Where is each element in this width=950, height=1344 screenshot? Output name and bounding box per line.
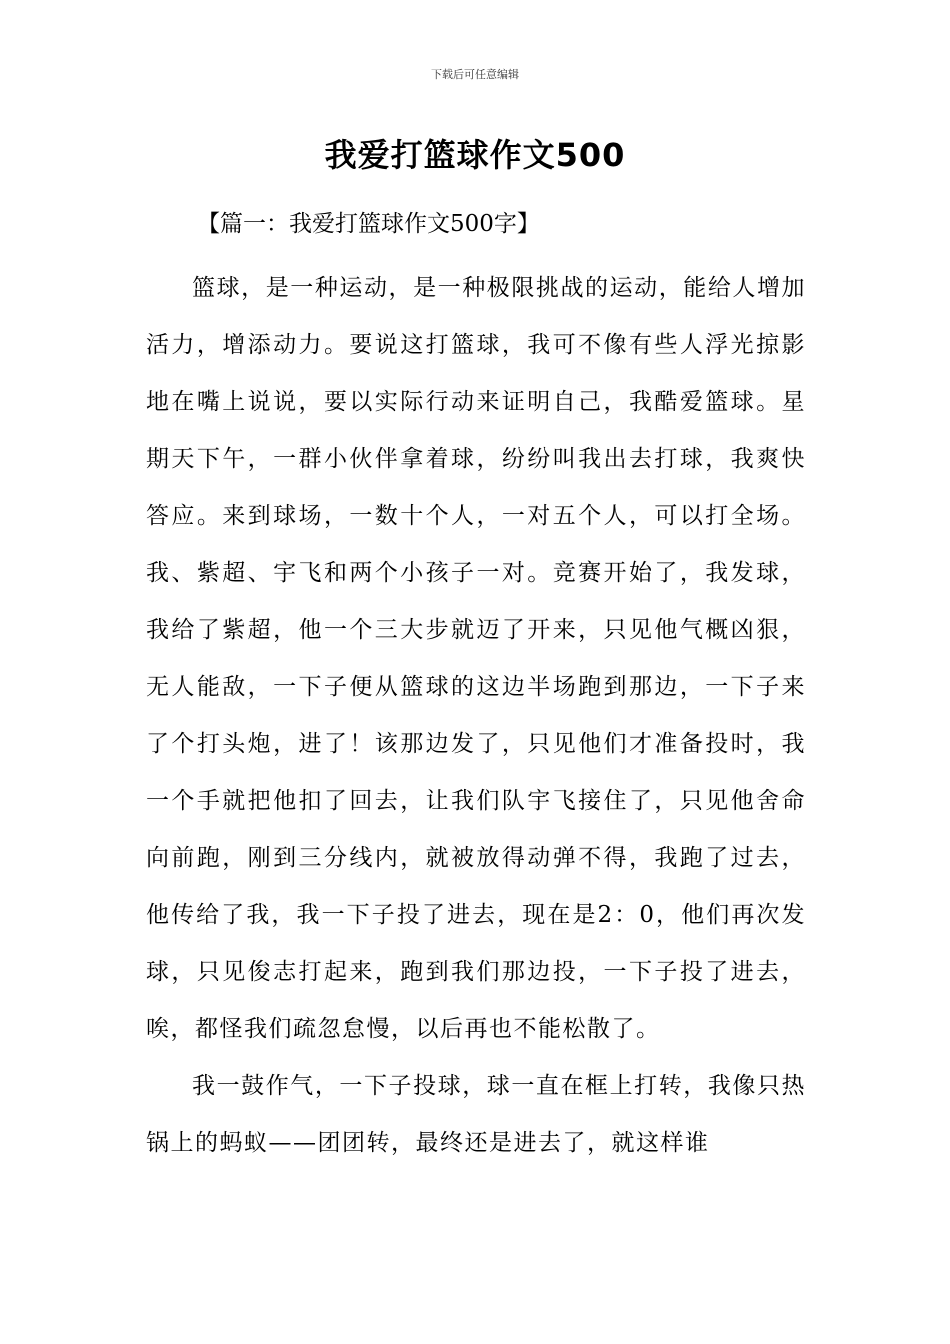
paragraph-1: 篮球，是一种运动，是一种极限挑战的运动，能给人增加活力，增添动力。要说这打篮球，我可不像有些人浮光掠影地在嘴上说说，要以实际行动来证明自己，我酷爱篮球。星期天下午，一群小伙伴拿着球，纷纷叫我出去打球，我爽快答应。来到球场，一数十个人，一对五个人，可以打全场。我、紫超、宇飞和两个小孩子一对。竞赛开始了，我发球，我给了紫超，他一个三大步就迈了开来，只见他气概凶狠，无人能敌，一下子便从篮球的这边半场跑到那边，一下子来了个打头炮，进了！该那边发了，只见他们才准备投时，我一个手就把他扣了回去，让我们队宇飞接住了，只见他舍命向前跑，刚到三分线内，就被放得动弹不得，我跑了过去，他传给了我，我一下子投了进去，现在是2：0，他们再次发球，只见俊志打起来，跑到我们那边投，一下子投了进去，唉，都怪我们疏忽怠慢，以后再也不能松散了。	[146, 275, 806, 1042]
header-note: 下载后可任意编辑	[431, 68, 519, 81]
document-body	[146, 260, 806, 1172]
document-title: 我爱打篮球作文500	[324, 136, 626, 174]
section-subtitle: 【篇一：我爱打篮球作文500字】	[197, 211, 540, 237]
paragraph-2: 我一鼓作气，一下子投球，球一直在框上打转，我像只热锅上的蚂蚁——团团转，最终还是进去了，就这样谁	[146, 1073, 806, 1156]
